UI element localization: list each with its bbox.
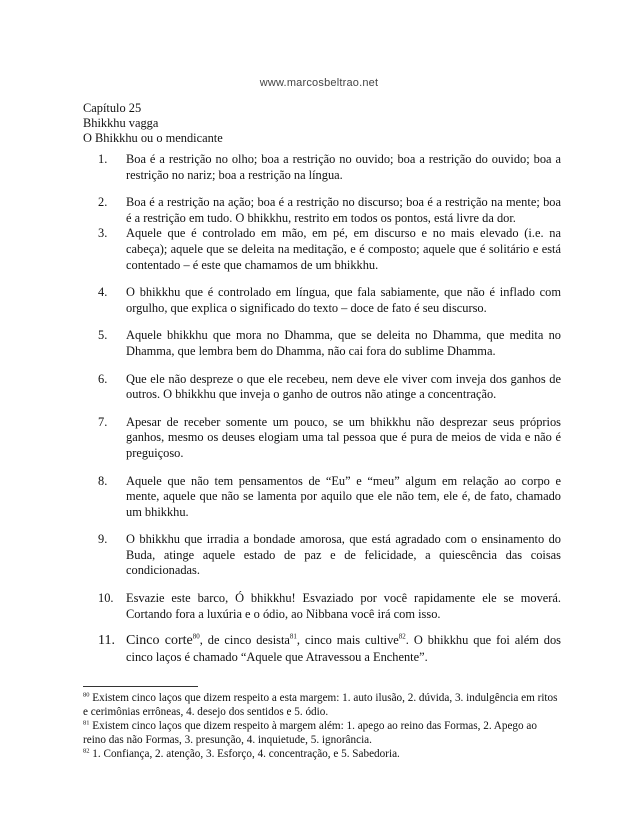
verse-3: [83, 226, 561, 273]
footnote-80: [83, 691, 561, 719]
footnote-text: Existem cinco laços que dizem respeito a esta margem: 1. auto ilusão, 2. dúvida, 3. indulgência em ritos e cerimônias errôneas, 4. desejo dos sentidos e 5. ódio.: [83, 692, 558, 718]
verse-text: O bhikkhu que é controlado em língua, que fala sabiamente, que não é inflado com orgulho, que explica o significado do texto – doce de fato é seu discurso.: [126, 285, 561, 315]
verse-number: 7.: [98, 414, 108, 429]
verse-text: O bhikkhu que irradia a bondade amorosa, que está agradado com o ensinamento do Buda, atinge aquele estado de paz e de felicidade, a quiescência das coisas condicionadas.: [126, 532, 561, 578]
verse-text: [126, 633, 561, 665]
verse-number: 10.: [98, 591, 114, 606]
verse-text: Que ele não despreze o que ele recebeu, nem deve ele viver com inveja dos ganhos de outros. O bhikkhu que inveja o ganho de outros não atinge a concentração.: [126, 371, 561, 402]
footnote-marker: 82: [83, 747, 90, 755]
footnotes: [83, 691, 561, 761]
verse-number: 4.: [98, 285, 108, 300]
header-url: www.marcosbeltrao.net: [259, 77, 379, 89]
verse-number: 2.: [98, 195, 108, 210]
verse-text: Boa é a restrição no olho; boa a restrição no ouvido; boa a restrição do ouvido; boa a restrição no nariz; boa a restrição na língua.: [126, 152, 561, 182]
verse-2: [83, 195, 561, 226]
verse-number: 9.: [98, 532, 108, 547]
footnote-ref[interactable]: 81: [289, 632, 297, 641]
verse-number: 5.: [98, 328, 108, 343]
footnote-separator: [83, 686, 198, 687]
verse-text: Aquele bhikkhu que mora no Dhamma, que se deleita no Dhamma, que medita no Dhamma, que lembra bem do Dhamma, não cai fora do sublime Dhamma.: [126, 328, 561, 358]
footnote-82: [83, 747, 561, 761]
verse-text: Boa é a restrição na ação; boa é a restrição no discurso; boa é a restrição na mente; boa é a restrição em tudo. O bhikkhu, restrito em todos os pontos, está livre da dor.: [126, 195, 561, 225]
footnote-ref[interactable]: 82: [398, 632, 406, 641]
footnote-text: Existem cinco laços que dizem respeito à margem além: 1. apego ao reino das Formas, 2. Apego ao reino das não Formas, 3. presunção, 4. inquietude, 5. ignorância.: [83, 720, 537, 746]
footnote-marker: 81: [83, 719, 90, 727]
verse-text-part: . O bhikkhu que foi além dos cinco laços é chamado “Aquele que Atravessou a Enchente”.: [126, 633, 561, 665]
chapter-heading: [83, 101, 223, 146]
verse-number: 1.: [98, 152, 108, 166]
verse-text: Apesar de receber somente um pouco, se um bhikkhu não desprezar seus próprios ganhos, mesmo os deuses elogiam uma tal pessoa que é pura de meios de vida e não é preguiçoso.: [126, 414, 561, 460]
chapter-title: O Bhikkhu ou o mendicante: [83, 131, 223, 145]
verse-list: [83, 152, 561, 666]
verse-text-part: , de cinco desista: [199, 633, 290, 648]
footnote-marker: 80: [83, 691, 90, 699]
verse-7: [83, 415, 561, 462]
verse-6: [83, 372, 561, 403]
verse-text-part: , cinco mais cultive: [296, 633, 399, 648]
verse-text: Aquele que é controlado em mão, em pé, em discurso e no mais elevado (i.e. na cabeça); aquele que se deleita na meditação, e é composto; aquele que é solitário e está contentado – é este que chamamos de um bhikkhu.: [126, 226, 561, 272]
verse-9: [83, 532, 561, 579]
verse-number: 6.: [98, 371, 108, 386]
verse-11: [83, 632, 561, 666]
verse-number: 8.: [98, 473, 108, 488]
chapter-number: Capítulo 25: [83, 101, 142, 115]
footnote-ref[interactable]: 80: [192, 632, 200, 641]
footnote-text: 1. Confiança, 2. atenção, 3. Esforço, 4. concentração, e 5. Sabedoria.: [92, 748, 400, 760]
chapter-pali-title: Bhikkhu vagga: [83, 116, 159, 130]
verse-text: Aquele que não tem pensamentos de “Eu” e “meu” algum em relação ao corpo e mente, aquele que não se lamenta por aquilo que ele não tem, ele é, de fato, chamado um bhikkhu.: [126, 473, 561, 519]
footnote-81: [83, 719, 561, 747]
verse-1: [83, 152, 561, 183]
verse-5: [83, 328, 561, 359]
verse-text-part: Cinco corte: [126, 633, 193, 649]
verse-4: [83, 285, 561, 316]
verse-number: 11.: [98, 633, 115, 649]
verse-number: 3.: [98, 226, 108, 241]
verse-8: [83, 474, 561, 521]
verse-text: Esvazie este barco, Ó bhikkhu! Esvaziado por você rapidamente ele se moverá. Cortando fora a luxúria e o ódio, ao Nibbana você irá com isso.: [126, 591, 561, 621]
verse-10: [83, 591, 561, 622]
